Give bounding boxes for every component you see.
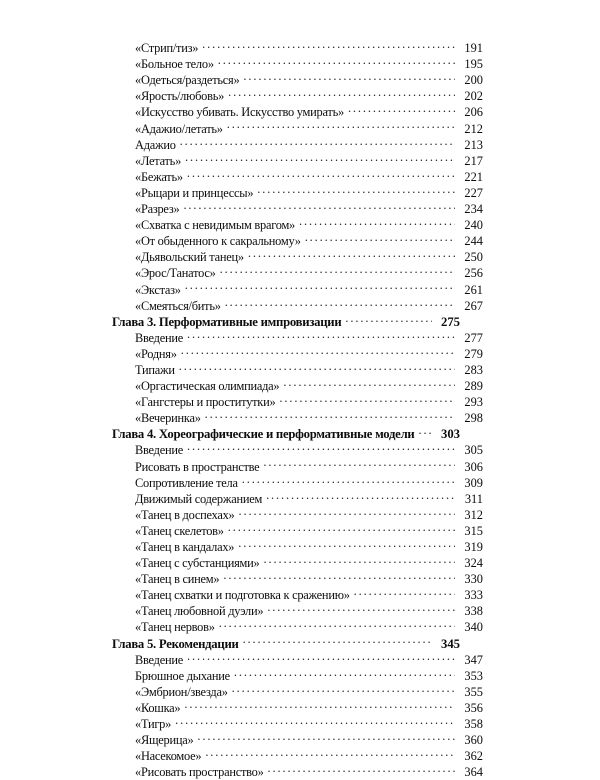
toc-dot-leader xyxy=(183,197,455,213)
toc-entry-title: Введение xyxy=(135,443,183,458)
toc-dot-leader xyxy=(305,229,455,245)
toc-entry-title: «Бежать» xyxy=(135,169,183,184)
toc-dot-leader xyxy=(248,245,455,261)
toc-dot-leader xyxy=(228,519,455,535)
toc-entry-title: «Гангстеры и проститутки» xyxy=(135,395,276,410)
toc-dot-leader xyxy=(263,551,455,567)
toc-entry-title: «Танец в кандалах» xyxy=(135,540,235,554)
toc-page-number: 195 xyxy=(464,57,483,72)
toc-entry-title: «Оргастическая олимпиада» xyxy=(135,379,280,394)
toc-dot-leader xyxy=(184,696,455,712)
toc-entry-title: «Дьявольский танец» xyxy=(135,250,244,265)
toc-dot-leader xyxy=(220,261,455,277)
toc-page-number: 356 xyxy=(464,700,483,715)
toc-dot-leader xyxy=(266,487,455,503)
toc-dot-leader xyxy=(243,631,432,647)
toc-page-number: 362 xyxy=(464,749,483,764)
toc-page-number: 277 xyxy=(464,330,483,345)
toc-entry-row[interactable] xyxy=(112,36,483,56)
toc-entry-list xyxy=(112,36,483,780)
toc-dot-leader xyxy=(283,374,455,390)
toc-page-number: 345 xyxy=(440,636,460,651)
toc-page-number: 338 xyxy=(464,604,483,619)
toc-page-number: 234 xyxy=(464,202,483,217)
toc-dot-leader xyxy=(238,535,455,551)
toc-dot-leader xyxy=(228,84,455,100)
toc-dot-leader xyxy=(348,100,455,116)
toc-entry-title: «Одеться/раздеться» xyxy=(135,73,240,88)
toc-entry-title: «Искусство убивать. Искусство умирать» xyxy=(135,105,344,120)
toc-page-number: 347 xyxy=(464,652,483,667)
toc-page-number: 360 xyxy=(464,733,483,748)
toc-dot-leader xyxy=(181,342,455,358)
toc-dot-leader xyxy=(242,471,455,487)
toc-page-number: 217 xyxy=(464,153,483,168)
toc-dot-leader xyxy=(175,712,455,728)
toc-page-number: 312 xyxy=(464,507,483,522)
toc-page-number: 364 xyxy=(464,765,483,780)
toc-dot-leader xyxy=(187,326,455,342)
toc-dot-leader xyxy=(223,567,455,583)
toc-entry-title: «Стрип/тиз» xyxy=(135,41,199,56)
toc-entry-title: Адажио xyxy=(135,137,176,152)
toc-dot-leader xyxy=(205,744,455,760)
toc-page-number: 289 xyxy=(464,379,483,394)
toc-page-number: 275 xyxy=(440,314,460,329)
toc-entry-title: Глава 3. Перформативные импровизации xyxy=(112,314,342,329)
toc-dot-leader xyxy=(279,390,455,406)
toc-page-number: 191 xyxy=(464,41,483,56)
toc-entry-title: «Танец в доспехах» xyxy=(135,507,235,522)
toc-dot-leader xyxy=(239,503,456,519)
toc-entry-title: «Рыцари и принцессы» xyxy=(135,185,254,200)
toc-dot-leader xyxy=(268,760,455,776)
toc-page-number: 303 xyxy=(440,427,460,442)
toc-page-number: 227 xyxy=(464,185,483,200)
toc-dot-leader xyxy=(257,181,455,197)
toc-dot-leader xyxy=(187,438,455,454)
toc-dot-leader xyxy=(418,422,432,438)
toc-dot-leader xyxy=(227,116,455,132)
toc-page-number: 340 xyxy=(464,620,483,635)
toc-entry-title: «Экстаз» xyxy=(135,282,181,297)
toc-dot-leader xyxy=(185,149,455,165)
toc-entry-title: «Танец с субстанциями» xyxy=(135,556,260,571)
toc-entry-title: «Разрез» xyxy=(135,202,180,217)
toc-dot-leader xyxy=(232,680,455,696)
toc-entry-title: Движимый содержанием xyxy=(135,491,263,506)
toc-page-number: 309 xyxy=(464,475,483,490)
toc-page-number: 358 xyxy=(464,717,483,732)
toc-entry-title: «Тигр» xyxy=(135,717,172,732)
toc-page-number: 240 xyxy=(464,218,483,233)
toc-dot-leader xyxy=(179,358,455,374)
toc-entry-title: «Схватка с невидимым врагом» xyxy=(135,218,295,233)
toc-page-number: 311 xyxy=(464,491,483,506)
toc-dot-leader xyxy=(197,728,455,744)
toc-dot-leader xyxy=(180,133,455,149)
toc-dot-leader xyxy=(218,52,455,68)
toc-page-number: 279 xyxy=(464,346,483,361)
toc-entry-title: «Танец любовной дуэли» xyxy=(135,604,264,619)
toc-page-number: 261 xyxy=(464,282,483,297)
toc-page-number: 315 xyxy=(464,523,483,538)
toc-entry-title: Брюшное дыхание xyxy=(135,668,230,683)
toc-entry-title: «Ящерица» xyxy=(135,733,194,748)
toc-page-number: 202 xyxy=(464,89,483,104)
toc-dot-leader xyxy=(354,583,455,599)
toc-page-number: 330 xyxy=(464,572,483,587)
toc-entry-title: «Вечеринка» xyxy=(135,411,201,426)
toc-entry-title: «Смеяться/бить» xyxy=(135,298,221,313)
toc-page-number: 267 xyxy=(464,298,483,313)
toc-entry-title: Сопротивление тела xyxy=(135,475,238,490)
toc-page-number: 319 xyxy=(464,540,483,554)
toc-entry-title: «Танец нервов» xyxy=(135,620,215,635)
toc-entry-title: «Больное тело» xyxy=(135,57,214,72)
toc-dot-leader xyxy=(267,599,455,615)
toc-entry-title: «Эрос/Танатос» xyxy=(135,266,216,281)
toc-dot-leader xyxy=(263,454,455,470)
toc-page-number: 306 xyxy=(464,459,483,474)
toc-dot-leader xyxy=(219,615,455,631)
toc-dot-leader xyxy=(185,277,455,293)
toc-dot-leader xyxy=(202,36,455,52)
toc-entry-title: «Адажио/летать» xyxy=(135,121,223,136)
toc-dot-leader xyxy=(187,165,455,181)
toc-entry-title: «Ярость/любовь» xyxy=(135,89,225,104)
toc-entry-title: Глава 4. Хореографические и перформативные модели xyxy=(112,427,415,442)
toc-page-number: 200 xyxy=(464,73,483,88)
toc-page-number: 250 xyxy=(464,250,483,265)
toc-dot-leader xyxy=(225,294,455,310)
toc-dot-leader xyxy=(187,648,455,664)
toc-dot-leader xyxy=(243,68,455,84)
toc-page-number: 324 xyxy=(464,556,483,571)
toc-page-number: 221 xyxy=(464,169,483,184)
toc-entry-title: Введение xyxy=(135,652,183,667)
toc-page-number: 305 xyxy=(464,443,483,458)
toc-entry-title: «Родня» xyxy=(135,346,177,361)
toc-entry-title: Введение xyxy=(135,330,183,345)
toc-entry-title: «От обыденного к сакральному» xyxy=(135,234,301,249)
toc-dot-leader xyxy=(205,406,455,422)
toc-dot-leader xyxy=(299,213,455,229)
toc-entry-title: Типажи xyxy=(135,362,175,377)
toc-page-number: 256 xyxy=(464,266,483,281)
toc-page-number: 206 xyxy=(464,105,483,120)
toc-page-number: 283 xyxy=(464,362,483,377)
toc-entry-title: «Танец в синем» xyxy=(135,572,220,587)
toc-page-number: 293 xyxy=(464,395,483,410)
toc-page-number: 355 xyxy=(464,684,483,699)
toc-page-number: 353 xyxy=(464,668,483,683)
toc-entry-title: Глава 5. Рекомендации xyxy=(112,636,239,651)
toc-entry-title: Рисовать в пространстве xyxy=(135,459,260,474)
toc-page-number: 244 xyxy=(464,234,483,249)
toc-entry-title: «Кошка» xyxy=(135,700,181,715)
toc-entry-title: «Танец скелетов» xyxy=(135,523,224,538)
toc-page-number: 333 xyxy=(464,588,483,603)
toc-dot-leader xyxy=(345,310,432,326)
toc-entry-title: «Танец схватки и подготовка к сражению» xyxy=(135,588,350,603)
toc-page-number: 298 xyxy=(464,411,483,426)
toc-page-number: 212 xyxy=(464,121,483,136)
toc-entry-title: «Летать» xyxy=(135,153,182,168)
toc-entry-title: «Эмбрион/звезда» xyxy=(135,684,228,699)
toc-page-number: 213 xyxy=(464,137,483,152)
toc-dot-leader xyxy=(234,664,455,680)
toc-entry-title: «Насекомое» xyxy=(135,749,202,764)
toc-entry-title: «Рисовать пространство» xyxy=(135,765,264,780)
